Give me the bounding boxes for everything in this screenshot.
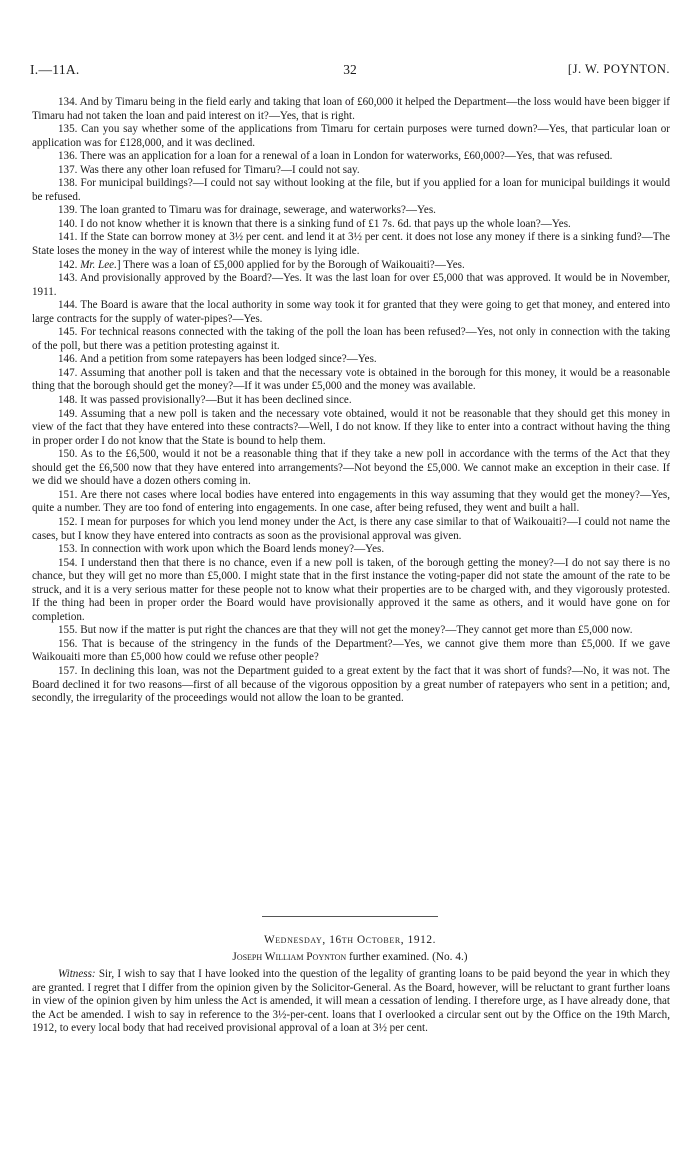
paragraph-text: 137. Was there any other loan refused for Timaru?—I could not say. (58, 163, 360, 176)
paragraph-text: 157. In declining this loan, was not the Department guided to a great extent by the fact that it was short of funds?—No, it was not. The Board declined it for two reasons—first of all because of the vigorous opposition by a great number of ratepayers who sent in a petition; and, secondly, the irregularity of the proceedings would not allow the loan to be granted. (32, 664, 670, 705)
question-paragraph (32, 489, 670, 516)
paragraph-text: ] There was a loan of £5,000 applied for by the Borough of Waikouaiti?—Yes. (116, 258, 465, 271)
paragraph-text: 150. As to the £6,500, would it not be a reasonable thing that if they take a new poll in accordance with the terms of the Act that they should get the £6,500 now that they have entered into arrangements?—Not beyond the £5,000. We cannot make an exception in their case. If we did we should have a dozen others coming in. (32, 448, 670, 488)
paper-reference: I.—11A. (30, 62, 80, 77)
paragraph-text: 148. It was passed provisionally?—But it has been declined since. (58, 394, 352, 407)
paragraph-text: 142. (58, 258, 81, 271)
page-number: 32 (343, 62, 357, 77)
question-paragraph (32, 231, 670, 258)
question-paragraph (32, 516, 670, 543)
section-divider (262, 916, 438, 917)
session-date: Wednesday, 16th October, 1912. (263, 934, 437, 946)
witness-paragraph (32, 968, 670, 1036)
question-paragraph (32, 408, 670, 449)
questioner-name: Mr. Lee. (80, 258, 117, 271)
paragraph-text: 149. Assuming that a new poll is taken and the necessary vote obtained, would it not be reasonable that they should get this money in view of the fact that they have entered into these contracts?—Well, I do not know. If they like to enter into a contract without having the thing in proper order I do not know that the State is bound to help them. (32, 407, 670, 447)
question-paragraph (32, 150, 670, 164)
paragraph-text: 155. But now if the matter is put right the chances are that they will not get the money?—They cannot get more than £5,000 now. (58, 624, 633, 637)
question-paragraph (32, 353, 670, 367)
paragraph-text: 136. There was an application for a loan for a renewal of a loan in London for waterworks, £60,000?—Yes, that was refused. (58, 150, 613, 163)
witness-label: Witness: (58, 968, 96, 980)
question-paragraph (32, 299, 670, 326)
question-paragraph (32, 177, 670, 204)
paragraph-text: 146. And a petition from some ratepayers has been lodged since?—Yes. (58, 353, 377, 366)
examination-text (32, 96, 670, 706)
question-paragraph (32, 665, 670, 706)
question-paragraph (32, 164, 670, 178)
paragraph-text: 152. I mean for purposes for which you lend money under the Act, is there any case similar to that of Waikouaiti?—I could not name the cases, but I know they have entered into contracts as soon as the provisional approval was given. (32, 515, 670, 542)
examined-witness-name: Joseph William Poynton (232, 951, 347, 963)
page-header (30, 62, 670, 82)
paragraph-text: 138. For municipal buildings?—I could not say without looking at the file, but if you applied for a loan for municipal buildings it would be refused. (32, 177, 670, 203)
paragraph-text: 145. For technical reasons connected with the taking of the poll the loan has been refused?—Yes, not only in connection with the taking of the poll, but there was a petition protesting against it. (32, 326, 670, 352)
question-paragraph (32, 218, 670, 232)
paragraph-text: 147. Assuming that another poll is taken and that the necessary vote is obtained in the borough for this money, it would be a reasonable thing that the borough should get the money?—If it was under £5,000 and the money was available. (32, 366, 670, 393)
paragraph-text: 143. And provisionally approved by the Board?—Yes. It was the last loan for over £5,000 that was approved. It would be in November, 1911. (32, 272, 670, 298)
question-paragraph (32, 123, 670, 150)
witness-statement (32, 968, 670, 1036)
paragraph-text: 151. Are there not cases where local bodies have entered into engagements in this way assuming that they would get the money?—Yes, quite a number. They are too fond of entering into engagements. In one case, after being refused, they went and built a hall. (32, 488, 670, 515)
paragraph-text: 144. The Board is aware that the local authority in some way took it for granted that they were going to get that money, and entered into large contracts for the supply of water-pipes?—Yes. (32, 299, 670, 325)
question-paragraph (32, 394, 670, 408)
question-paragraph (32, 204, 670, 218)
question-paragraph (32, 624, 670, 638)
witness-running-head: [J. W. POYNTON. (567, 62, 670, 76)
question-paragraph (32, 543, 670, 557)
paragraph-text: 135. Can you say whether some of the applications from Timaru for certain purposes were turned down?—Yes, that particular loan or application was for £128,000, and it was declined. (32, 123, 670, 149)
paragraph-text: 156. That is because of the stringency in the funds of the Department?—Yes, we cannot give them more than £5,000. If we gave Waikouaiti more than £5,000 how could we refuse other people? (32, 637, 670, 664)
question-paragraph (32, 448, 670, 489)
question-paragraph (32, 96, 670, 123)
question-paragraph (32, 557, 670, 625)
session-subheading (0, 951, 700, 963)
question-paragraph (32, 638, 670, 665)
question-paragraph (32, 326, 670, 353)
examined-suffix: further examined. (No. 4.) (346, 951, 468, 963)
question-paragraph (32, 259, 670, 273)
paragraph-text: 134. And by Timaru being in the field early and taking that loan of £60,000 it helped the Department—the loss would have been bigger if Timaru had not taken the loan and paid interest on it?—Yes, that is right. (32, 96, 670, 122)
paragraph-text: 141. If the State can borrow money at 3½ per cent. and lend it at 3½ per cent. it does not lose any money if there is a sinking fund?—The State loses the money in the way of interest while the money is lying idle. (32, 231, 670, 258)
paragraph-text: 153. In connection with work upon which the Board lends money?—Yes. (58, 543, 385, 556)
paragraph-text: 139. The loan granted to Timaru was for drainage, sewerage, and waterworks?—Yes. (58, 204, 436, 217)
paragraph-text: 154. I understand then that there is no chance, even if a new poll is taken, of the borough getting the money?—I do not say there is no chance, but they will get no more than £5,000. I might state that in the first instance the voting-paper did not state the amount of the rate to be struck, and it is a very serious matter for these people not to know what their properties are to be charged with, and they vigorously protested. If the thing had been in proper order the Board would have provisionally approved it the same as others, and it would have gone on for completion. (32, 556, 670, 623)
paragraph-text: 140. I do not know whether it is known that there is a sinking fund of £1 7s. 6d. that pays up the whole loan?—Yes. (58, 217, 571, 230)
witness-text: Sir, I wish to say that I have looked into the question of the legality of granting loans to be paid beyond the year in which they are granted. I regret that I differ from the opinion given by the Solicitor-General. As the Board, however, will be reluctant to grant further loans in view of the opinion given by him unless the Act is amended, it will mean a cessation of lending. I therefore urge, as I have already done, that the Act be amended. I wish to say in reference to the 3½-per-cent. loans that I overlooked a circular sent out by the Office on the 19th March, 1912, to every local body that had received provisional approval of a loan at 3½ per cent. (32, 968, 670, 1035)
question-paragraph (32, 272, 670, 299)
question-paragraph (32, 367, 670, 394)
